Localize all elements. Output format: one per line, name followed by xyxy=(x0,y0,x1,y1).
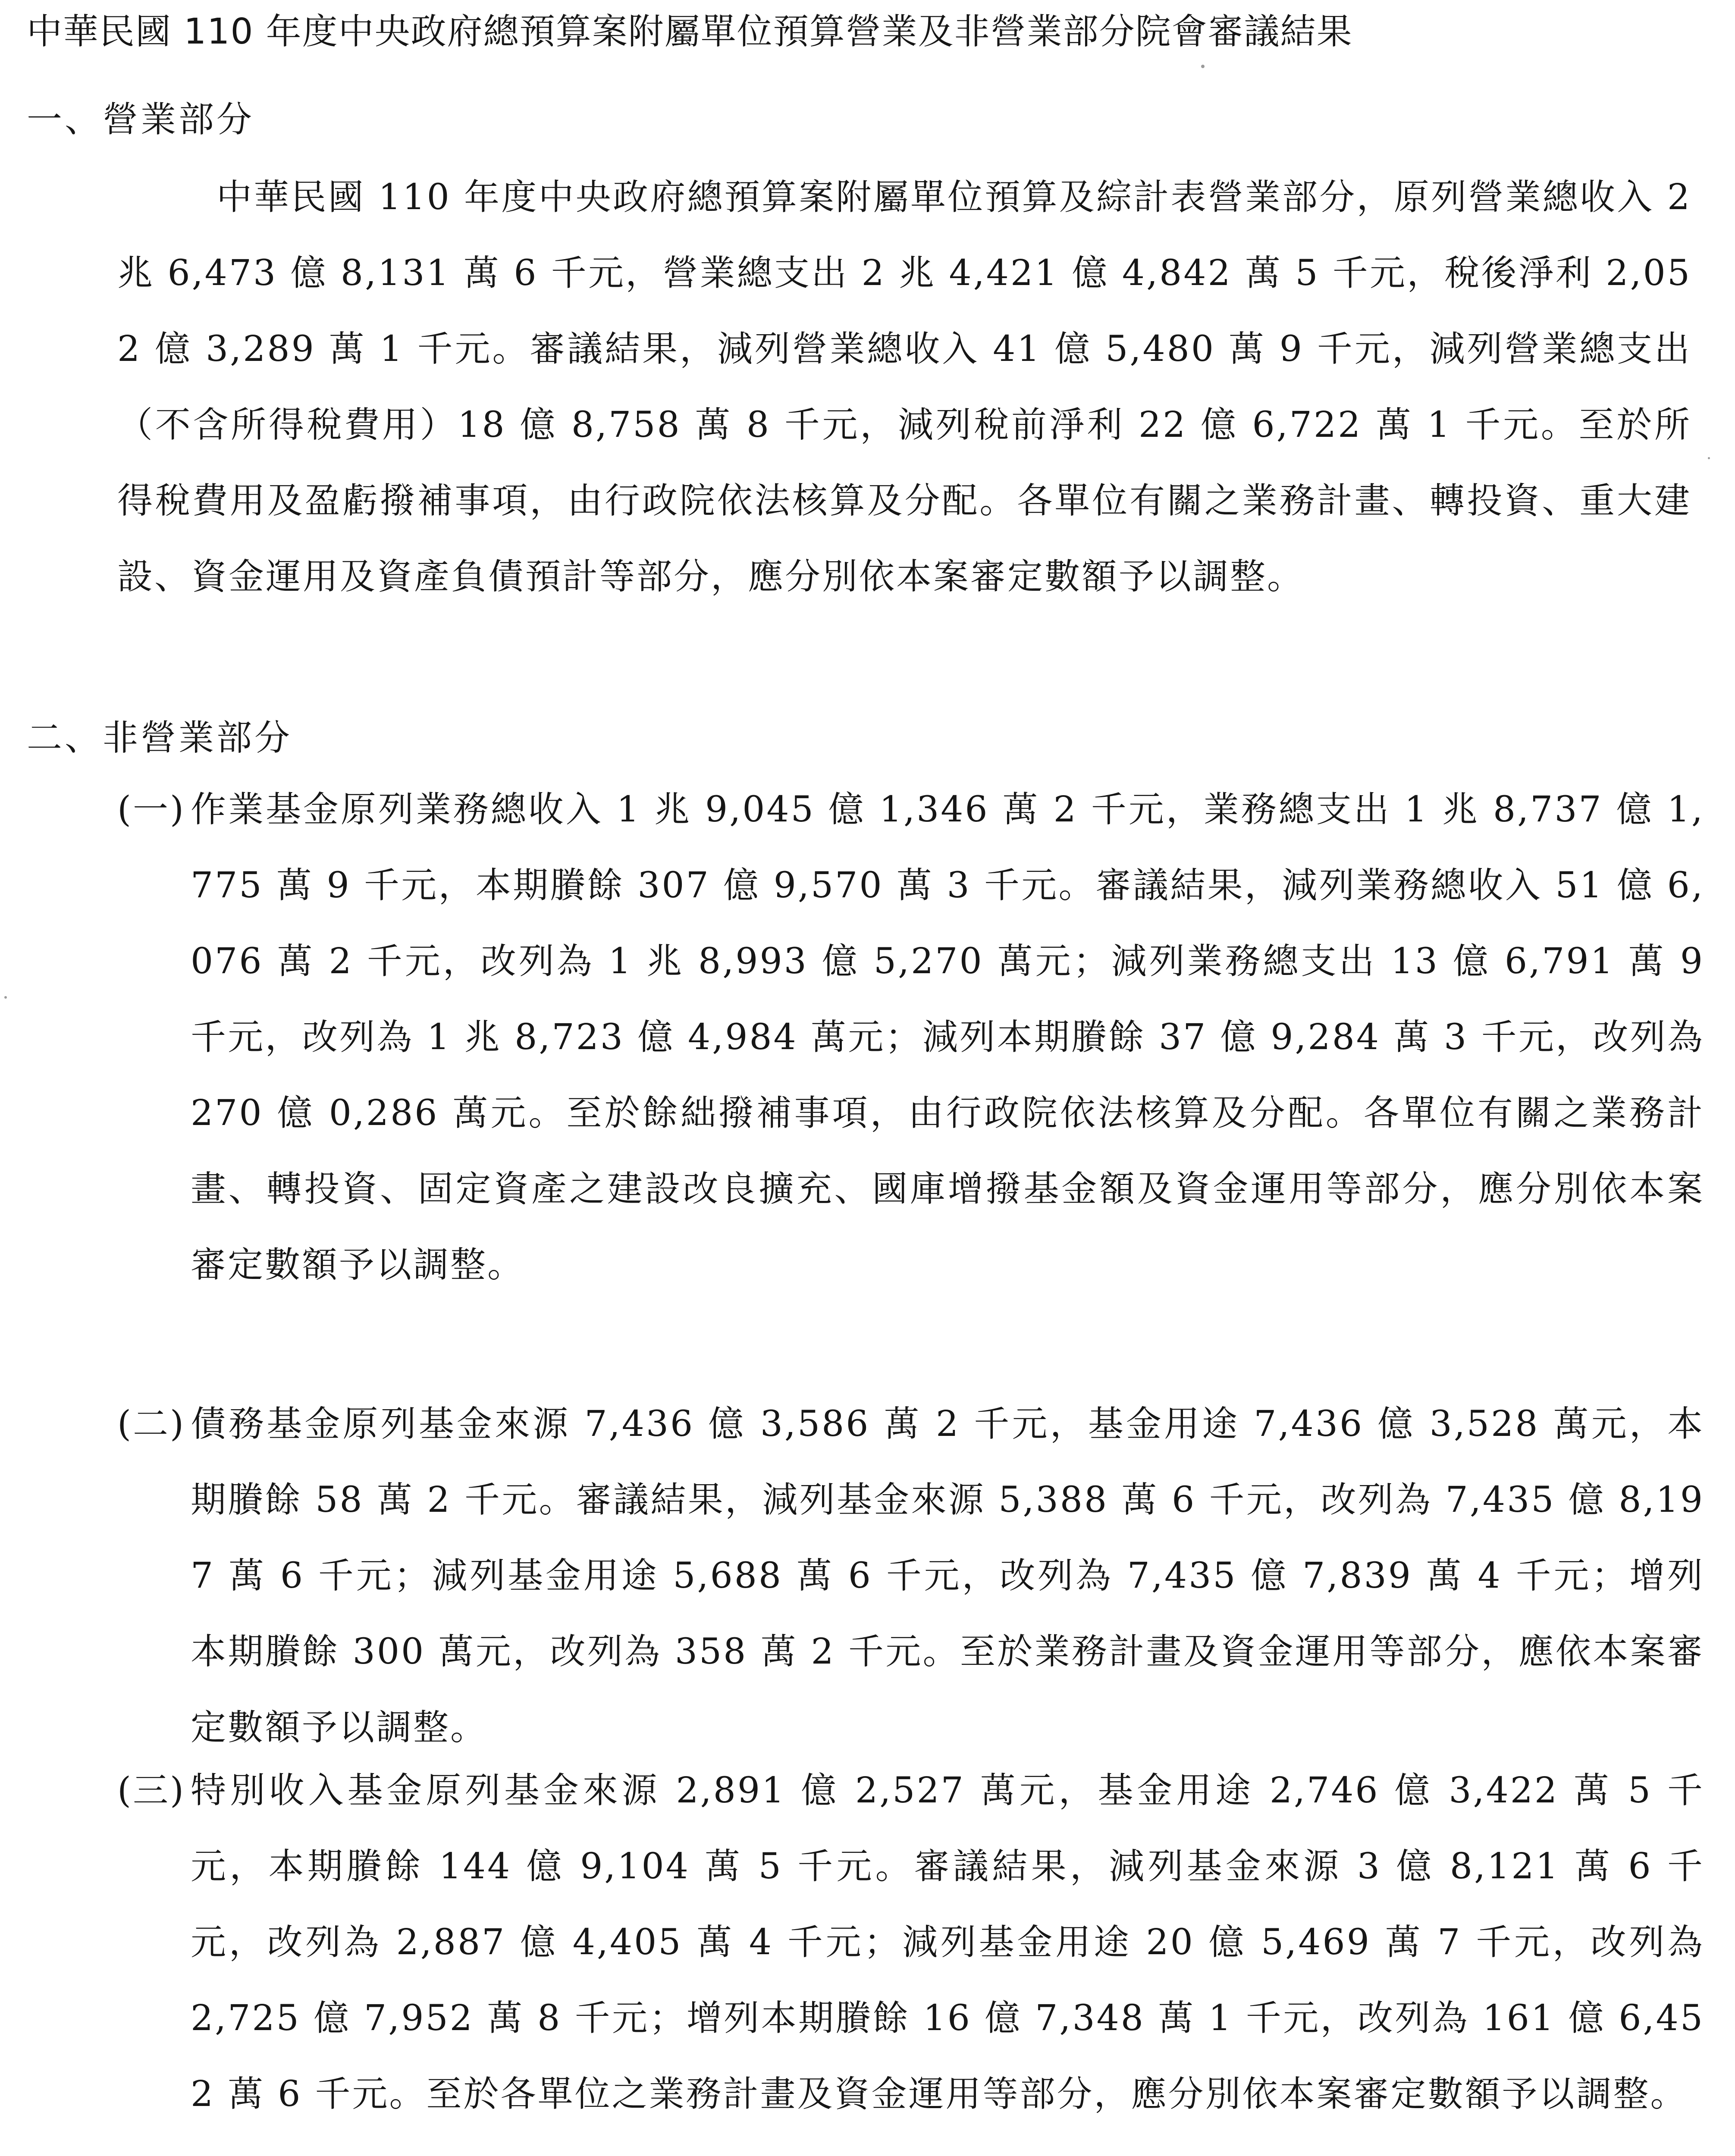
item-text: 特別收入基金原列基金來源 2,891 億 2,527 萬元，基金用途 2,746 億 3,422 萬 5 千元，本期賸餘 144 億 9,104 萬 5 千元。審議結果，減列基金來源 3 億 8,121 萬 6 千元，改列為 2,887 億 4,405 萬 4 千元；減列基金用途 20 億 5,469 萬 7 千元，改列為 2,725 億 7,952 萬 8 千元；增列本期賸餘 16 億 7,348 萬 1 千元，改列為 161 億 6,452 萬 6 千元。至於各單位之業務計畫及資金運用等部分，應分別依本案審定數額予以調整。 xyxy=(191,1770,1705,2115)
item-text: 債務基金原列基金來源 7,436 億 3,586 萬 2 千元，基金用途 7,436 億 3,528 萬元，本期賸餘 58 萬 2 千元。審議結果，減列基金來源 5,388 萬 6 千元，改列為 7,435 億 8,197 萬 6 千元；減列基金用途 5,688 萬 6 千元，改列為 7,435 億 7,839 萬 4 千元；增列本期賸餘 300 萬元，改列為 358 萬 2 千元。至於業務計畫及資金運用等部分，應依本案審定數額予以調整。 xyxy=(191,1404,1704,1748)
non-operating-item xyxy=(117,1753,1704,2132)
item-label: (一) xyxy=(117,789,185,830)
scan-speck xyxy=(1201,65,1205,68)
section-heading-operating: 一、營業部分 xyxy=(27,99,255,140)
item-label: (三) xyxy=(117,1770,185,1811)
scan-speck xyxy=(4,996,7,999)
item-text: 作業基金原列業務總收入 1 兆 9,045 億 1,346 萬 2 千元，業務總支出 1 兆 8,737 億 1,775 萬 9 千元，本期賸餘 307 億 9,570 萬 3 千元。審議結果，減列業務總收入 51 億 6,076 萬 2 千元，改列為 1 兆 8,993 億 5,270 萬元；減列業務總支出 13 億 6,791 萬 9 千元，改列為 1 兆 8,723 億 4,984 萬元；減列本期賸餘 37 億 9,284 萬 3 千元，改列為 270 億 0,286 萬元。至於餘絀撥補事項，由行政院依法核算及分配。各單位有關之業務計畫、轉投資、固定資產之建設改良擴充、國庫增撥基金額及資金運用等部分，應分別依本案審定數額予以調整。 xyxy=(191,789,1704,1285)
non-operating-item xyxy=(117,1386,1704,1766)
scan-speck xyxy=(1708,457,1710,459)
section-heading-non-operating: 二、非營業部分 xyxy=(27,718,293,758)
non-operating-item xyxy=(117,772,1704,1303)
document-title: 中華民國 110 年度中央政府總預算案附屬單位預算營業及非營業部分院會審議結果 xyxy=(27,11,1353,52)
item-label: (二) xyxy=(117,1404,185,1445)
operating-paragraph: 中華民國 110 年度中央政府總預算案附屬單位預算及綜計表營業部分，原列營業總收入 2 兆 6,473 億 8,131 萬 6 千元，營業總支出 2 兆 4,421 億 4,842 萬 5 千元，稅後淨利 2,052 億 3,289 萬 1 千元。審議結果，減列營業總收入 41 億 5,480 萬 9 千元，減列營業總支出（不含所得稅費用）18 億 8,758 萬 8 千元，減列稅前淨利 22 億 6,722 萬 1 千元。至於所得稅費用及盈虧撥補事項，由行政院依法核算及分配。各單位有關之業務計畫、轉投資、重大建設、資金運用及資產負債預計等部分，應分別依本案審定數額予以調整。 xyxy=(117,177,1691,597)
